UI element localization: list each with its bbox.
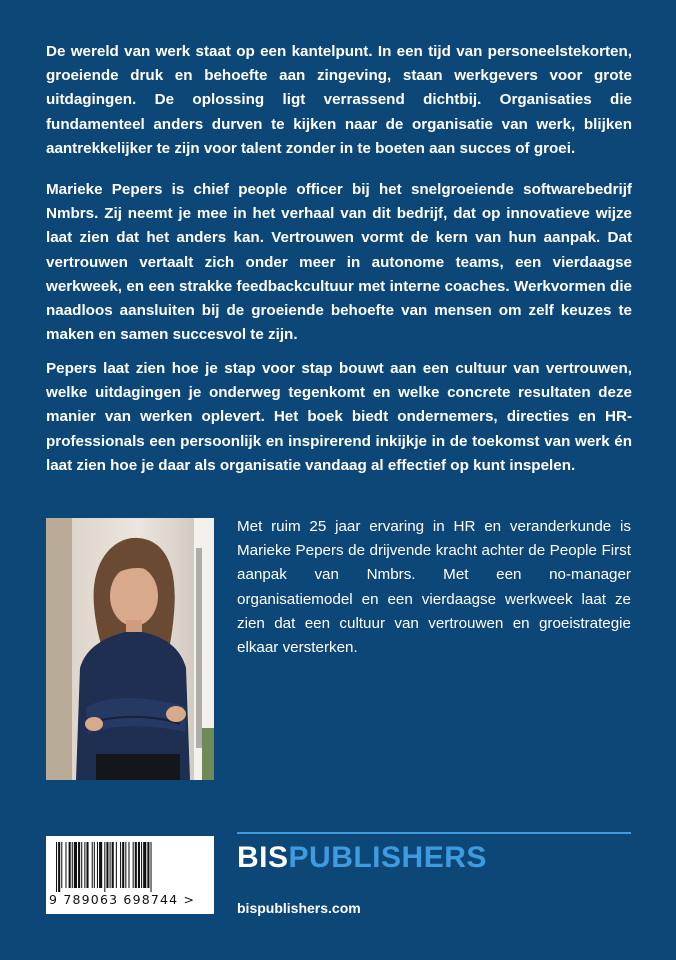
- logo-bis-text: BIS: [237, 841, 289, 874]
- author-photo: [46, 518, 214, 780]
- publisher-website: bispublishers.com: [237, 900, 361, 916]
- author-bio: Met ruim 25 jaar ervaring in HR en veranderkunde is Marieke Pepers de drijvende kracht achter de People First aanpak van Nmbrs. Met een no-manager organisatiemodel en een vierdaagse werkweek laat ze zien dat een cultuur van vertrouwen en groeistrategie elkaar versterken.: [237, 518, 631, 657]
- barcode-bars: [54, 842, 206, 892]
- blurb-paragraph-1: De wereld van werk staat op een kantelpunt. In een tijd van personeelstekorten, groeiende druk en behoefte aan zingeving, staan werkgevers voor grote uitdagingen. De oplossing ligt verrassend dichtbij. Organisaties die fundamenteel anders durven te kijken naar de organisatie van werk, blijken aantrekkelijker te zijn voor talent zonder in te boeten aan succes of groei.: [46, 43, 632, 157]
- blurb-paragraph-2: Marieke Pepers is chief people officer bij het snelgroeiende softwarebedrijf Nmbrs. Zij neemt je mee in het verhaal van dit bedrijf, dat op innovatieve wijze laat zien dat het anders kan. Vertrouwen vormt de kern van hun aanpak. Dat vertrouwen vertaalt zich onder meer in autonome teams, een vierdaagse werkweek, en een strakke feedbackcultuur met interne coaches. Werkvormen die naadloos aansluiten bij de groeiende behoefte van mensen om zelf keuzes te maken en samen succesvol te zijn.: [46, 181, 632, 344]
- blurb-paragraph-3: Pepers laat zien hoe je stap voor stap bouwt aan een cultuur van vertrouwen, welke uitdagingen je onderweg tegenkomt en welke concrete resultaten deze manier van werken oplevert. Het boek biedt ondernemers, directies en HR-professionals een persoonlijk en inspirerend inkijkje in de toekomst van werk én laat zien hoe je daar als organisatie vandaag al effectief op kunt inspelen.: [46, 360, 632, 474]
- publisher-logo: [237, 841, 487, 875]
- isbn-barcode: [46, 836, 214, 914]
- logo-publishers-text: PUBLISHERS: [288, 841, 487, 874]
- divider-line: [237, 832, 631, 834]
- isbn-number: 9 789063 698744 >: [49, 892, 196, 907]
